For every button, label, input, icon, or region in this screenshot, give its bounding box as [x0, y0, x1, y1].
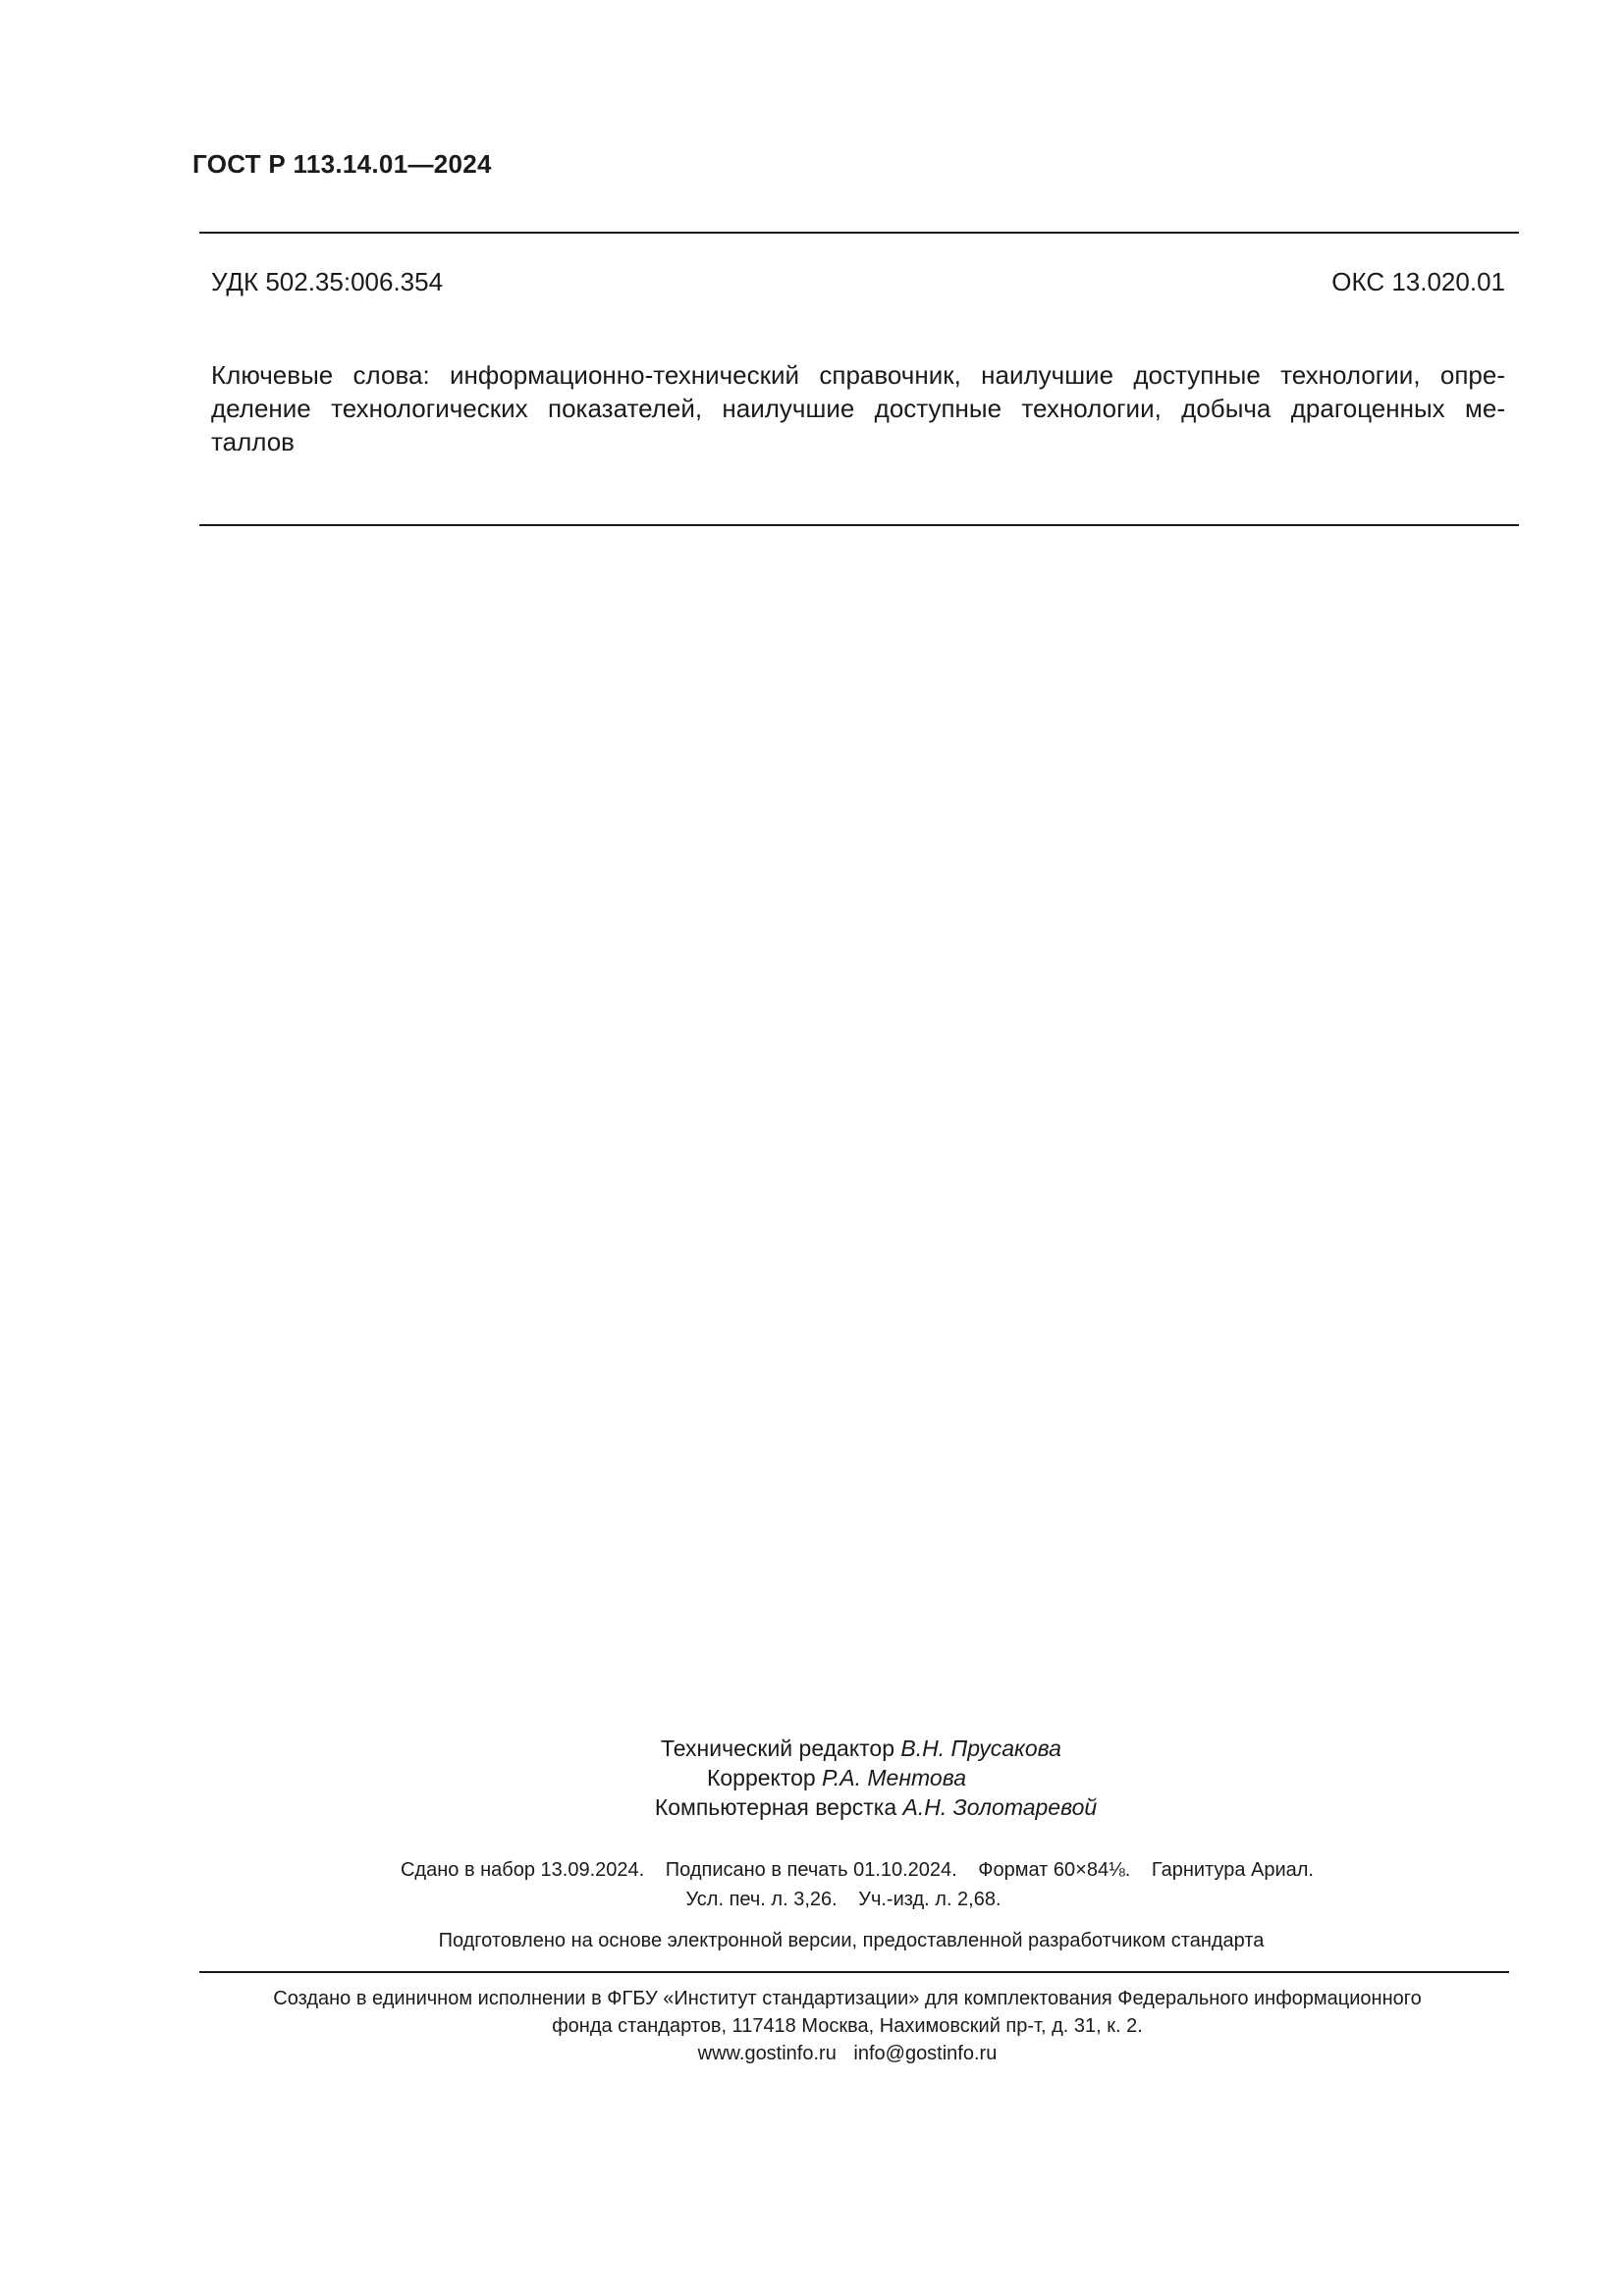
imprint-line: фонда стандартов, 117418 Москва, Нахимовский пр-т, д. 31, к. 2.	[552, 2015, 1143, 2037]
prepared-note: Подготовлено на основе электронной версии, предоставленной разработчиком стандарта	[438, 1930, 1265, 1951]
keywords-line: Ключевые слова: информационно-технический справочник, наилучшие доступные технологии, опре-	[211, 360, 1505, 390]
publisher-imprint	[0, 1985, 1624, 2067]
print-sheets: Усл. печ. л. 3,26.	[685, 1889, 838, 1910]
tech-editor-name: В.Н. Прусакова	[900, 1735, 1061, 1761]
tech-editor-label: Технический редактор	[661, 1735, 895, 1761]
footer-divider	[199, 1971, 1509, 1973]
keywords-line: деление технологических показателей, наилучшие доступные технологии, добыча драгоценных ме-	[211, 394, 1505, 423]
standard-code-header: ГОСТ Р 113.14.01—2024	[192, 149, 492, 179]
top-divider	[199, 232, 1519, 234]
typeface: Гарнитура Ариал.	[1151, 1859, 1314, 1881]
corrector-label: Корректор	[706, 1765, 816, 1790]
printing-line	[63, 1885, 1624, 1914]
website-link[interactable]: www.gostinfo.ru	[697, 2043, 837, 2064]
paper-format: Формат 60×84⅛.	[978, 1859, 1131, 1881]
keywords-paragraph	[211, 358, 1505, 458]
keywords-divider	[199, 524, 1519, 526]
layout-credit	[128, 1792, 1624, 1822]
udk-code: УДК 502.35:006.354	[211, 267, 444, 296]
signed-date: Подписано в печать 01.10.2024.	[665, 1859, 957, 1881]
email-link[interactable]: info@gostinfo.ru	[853, 2043, 998, 2064]
printing-details	[0, 1855, 1624, 1914]
publisher-sheets: Уч.-изд. л. 2,68.	[858, 1889, 1001, 1910]
layout-name: А.Н. Золотаревой	[902, 1794, 1098, 1820]
oks-code: ОКС 13.020.01	[1331, 267, 1505, 296]
typeset-date: Сдано в набор 13.09.2024.	[400, 1859, 645, 1881]
classification-codes	[211, 267, 1505, 297]
corrector-name: Р.А. Ментова	[822, 1765, 966, 1790]
imprint-contacts	[71, 2040, 1624, 2067]
keywords-line: таллов	[211, 427, 295, 456]
layout-label: Компьютерная верстка	[654, 1794, 897, 1820]
printing-line	[90, 1855, 1624, 1885]
editorial-credits	[0, 1734, 1624, 1822]
tech-editor-credit	[98, 1734, 1624, 1763]
imprint-line: Создано в единичном исполнении в ФГБУ «Институт стандартизации» для комплектования Федерального информационного	[273, 1988, 1422, 2009]
corrector-credit	[49, 1763, 1624, 1792]
